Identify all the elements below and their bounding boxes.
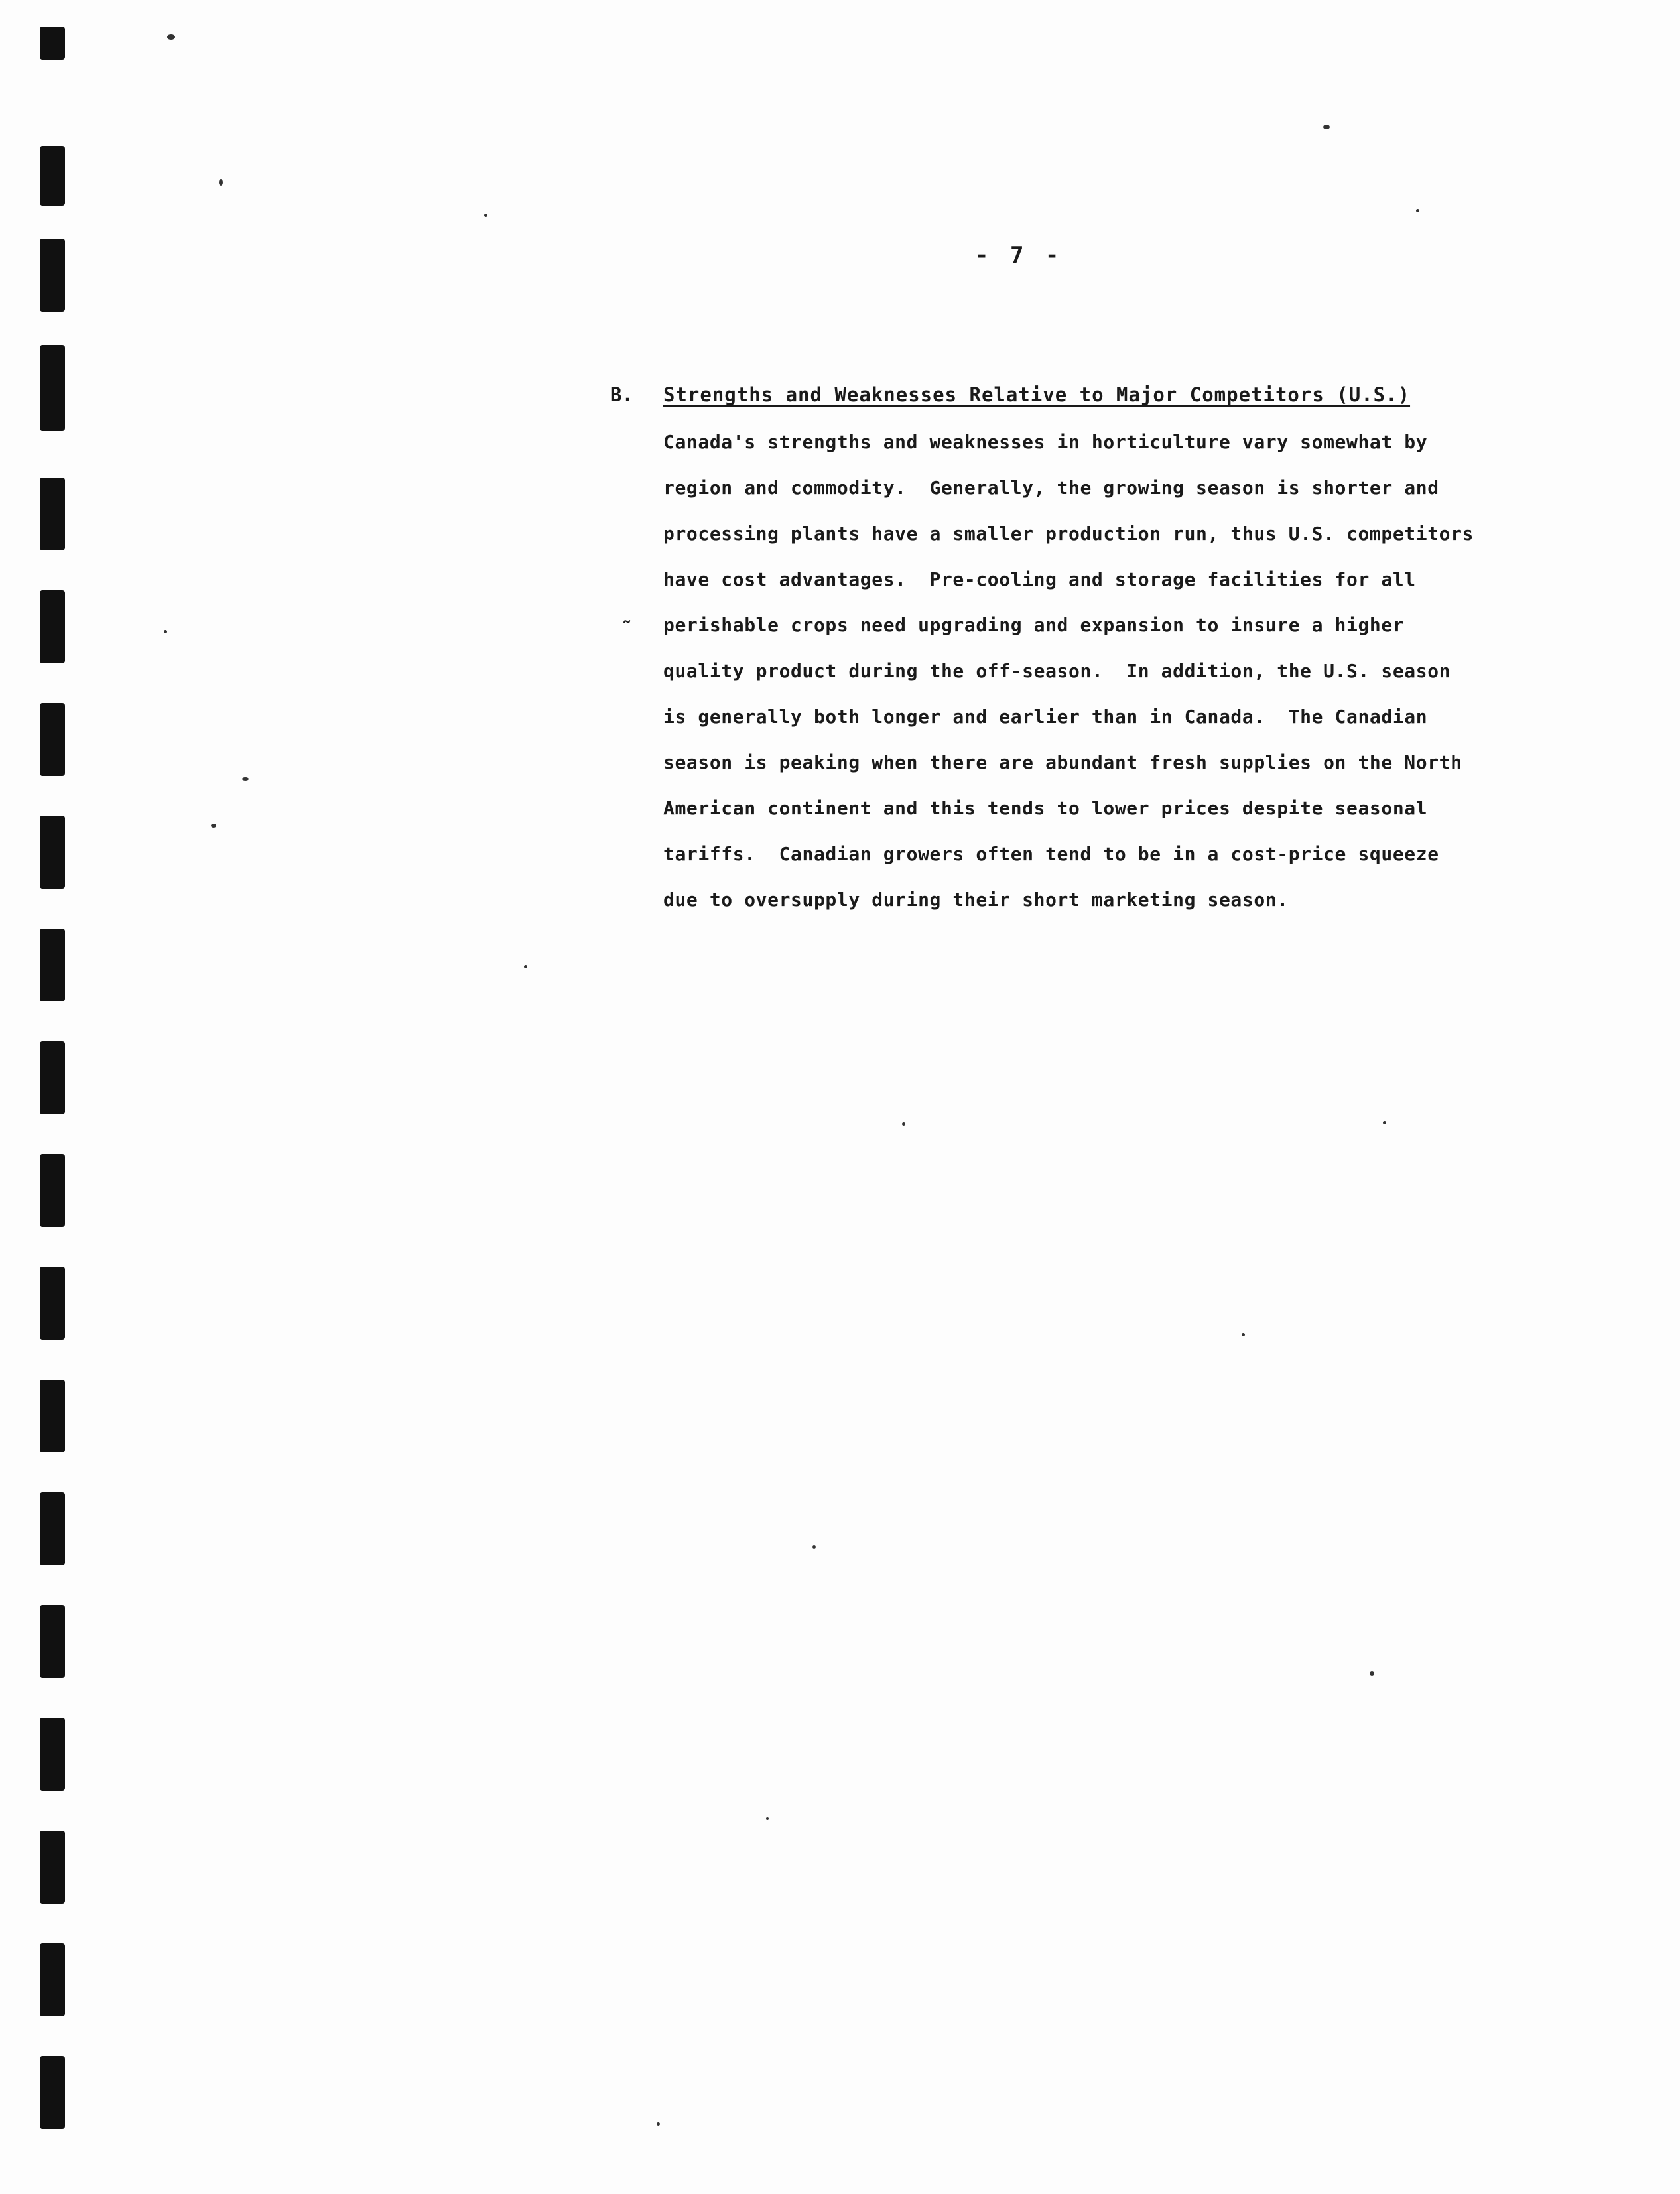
binder-mark: [40, 1718, 65, 1791]
scan-speck: [1370, 1671, 1374, 1676]
margin-annotation: ˜: [621, 618, 633, 641]
body-line: region and commodity. Generally, the growing season is shorter and: [663, 477, 1439, 499]
binder-mark: [40, 590, 65, 663]
binder-mark: [40, 1605, 65, 1678]
binder-mark: [40, 1154, 65, 1227]
section-heading: [610, 383, 1499, 406]
scan-speck: [766, 1817, 769, 1820]
body-line: is generally both longer and earlier than in Canada. The Canadian: [663, 706, 1428, 728]
scan-speck: [1416, 209, 1419, 212]
binder-mark: [40, 703, 65, 776]
scan-speck: [1383, 1121, 1386, 1124]
binder-mark: [40, 2056, 65, 2129]
binder-mark: [40, 1041, 65, 1114]
section-number: B.: [610, 383, 633, 406]
binder-mark: [40, 1267, 65, 1340]
scan-speck: [1323, 125, 1330, 129]
scan-speck: [242, 777, 249, 781]
binder-mark: [40, 1831, 65, 1904]
body-line: due to oversupply during their short marketing season.: [663, 889, 1289, 911]
binder-mark: [40, 345, 65, 431]
binder-mark: [40, 239, 65, 312]
body-line: season is peaking when there are abundant fresh supplies on the North: [663, 751, 1462, 773]
binder-mark: [40, 27, 65, 60]
scan-speck: [164, 630, 167, 633]
scan-speck: [902, 1122, 905, 1126]
binder-mark: [40, 816, 65, 889]
scan-speck: [219, 179, 223, 186]
body-line: perishable crops need upgrading and expansion to insure a higher: [663, 614, 1405, 636]
section-body: [663, 419, 1499, 923]
body-line: quality product during the off-season. In addition, the U.S. season: [663, 660, 1451, 682]
binder-mark: [40, 146, 65, 206]
scan-speck: [1242, 1333, 1245, 1336]
scan-speck: [484, 214, 487, 217]
binder-mark: [40, 478, 65, 550]
scan-speck: [812, 1545, 816, 1549]
scan-speck: [657, 2122, 660, 2126]
binder-mark: [40, 1492, 65, 1565]
scan-speck: [524, 965, 527, 968]
body-line: have cost advantages. Pre-cooling and storage facilities for all: [663, 568, 1416, 590]
body-line: Canada's strengths and weaknesses in horticulture vary somewhat by: [663, 431, 1428, 453]
scan-speck: [211, 824, 216, 828]
binder-mark: [40, 929, 65, 1001]
section-title: Strengths and Weaknesses Relative to Major Competitors (U.S.): [663, 383, 1411, 406]
binder-mark: [40, 1380, 65, 1452]
page-number: - 7 -: [975, 242, 1063, 269]
binder-mark: [40, 1943, 65, 2016]
body-line: tariffs. Canadian growers often tend to be in a cost-price squeeze: [663, 843, 1439, 865]
scan-speck: [167, 34, 175, 40]
body-line: processing plants have a smaller production run, thus U.S. competitors: [663, 523, 1474, 545]
section-block: [610, 383, 1499, 923]
body-line: American continent and this tends to lower prices despite seasonal: [663, 797, 1428, 819]
